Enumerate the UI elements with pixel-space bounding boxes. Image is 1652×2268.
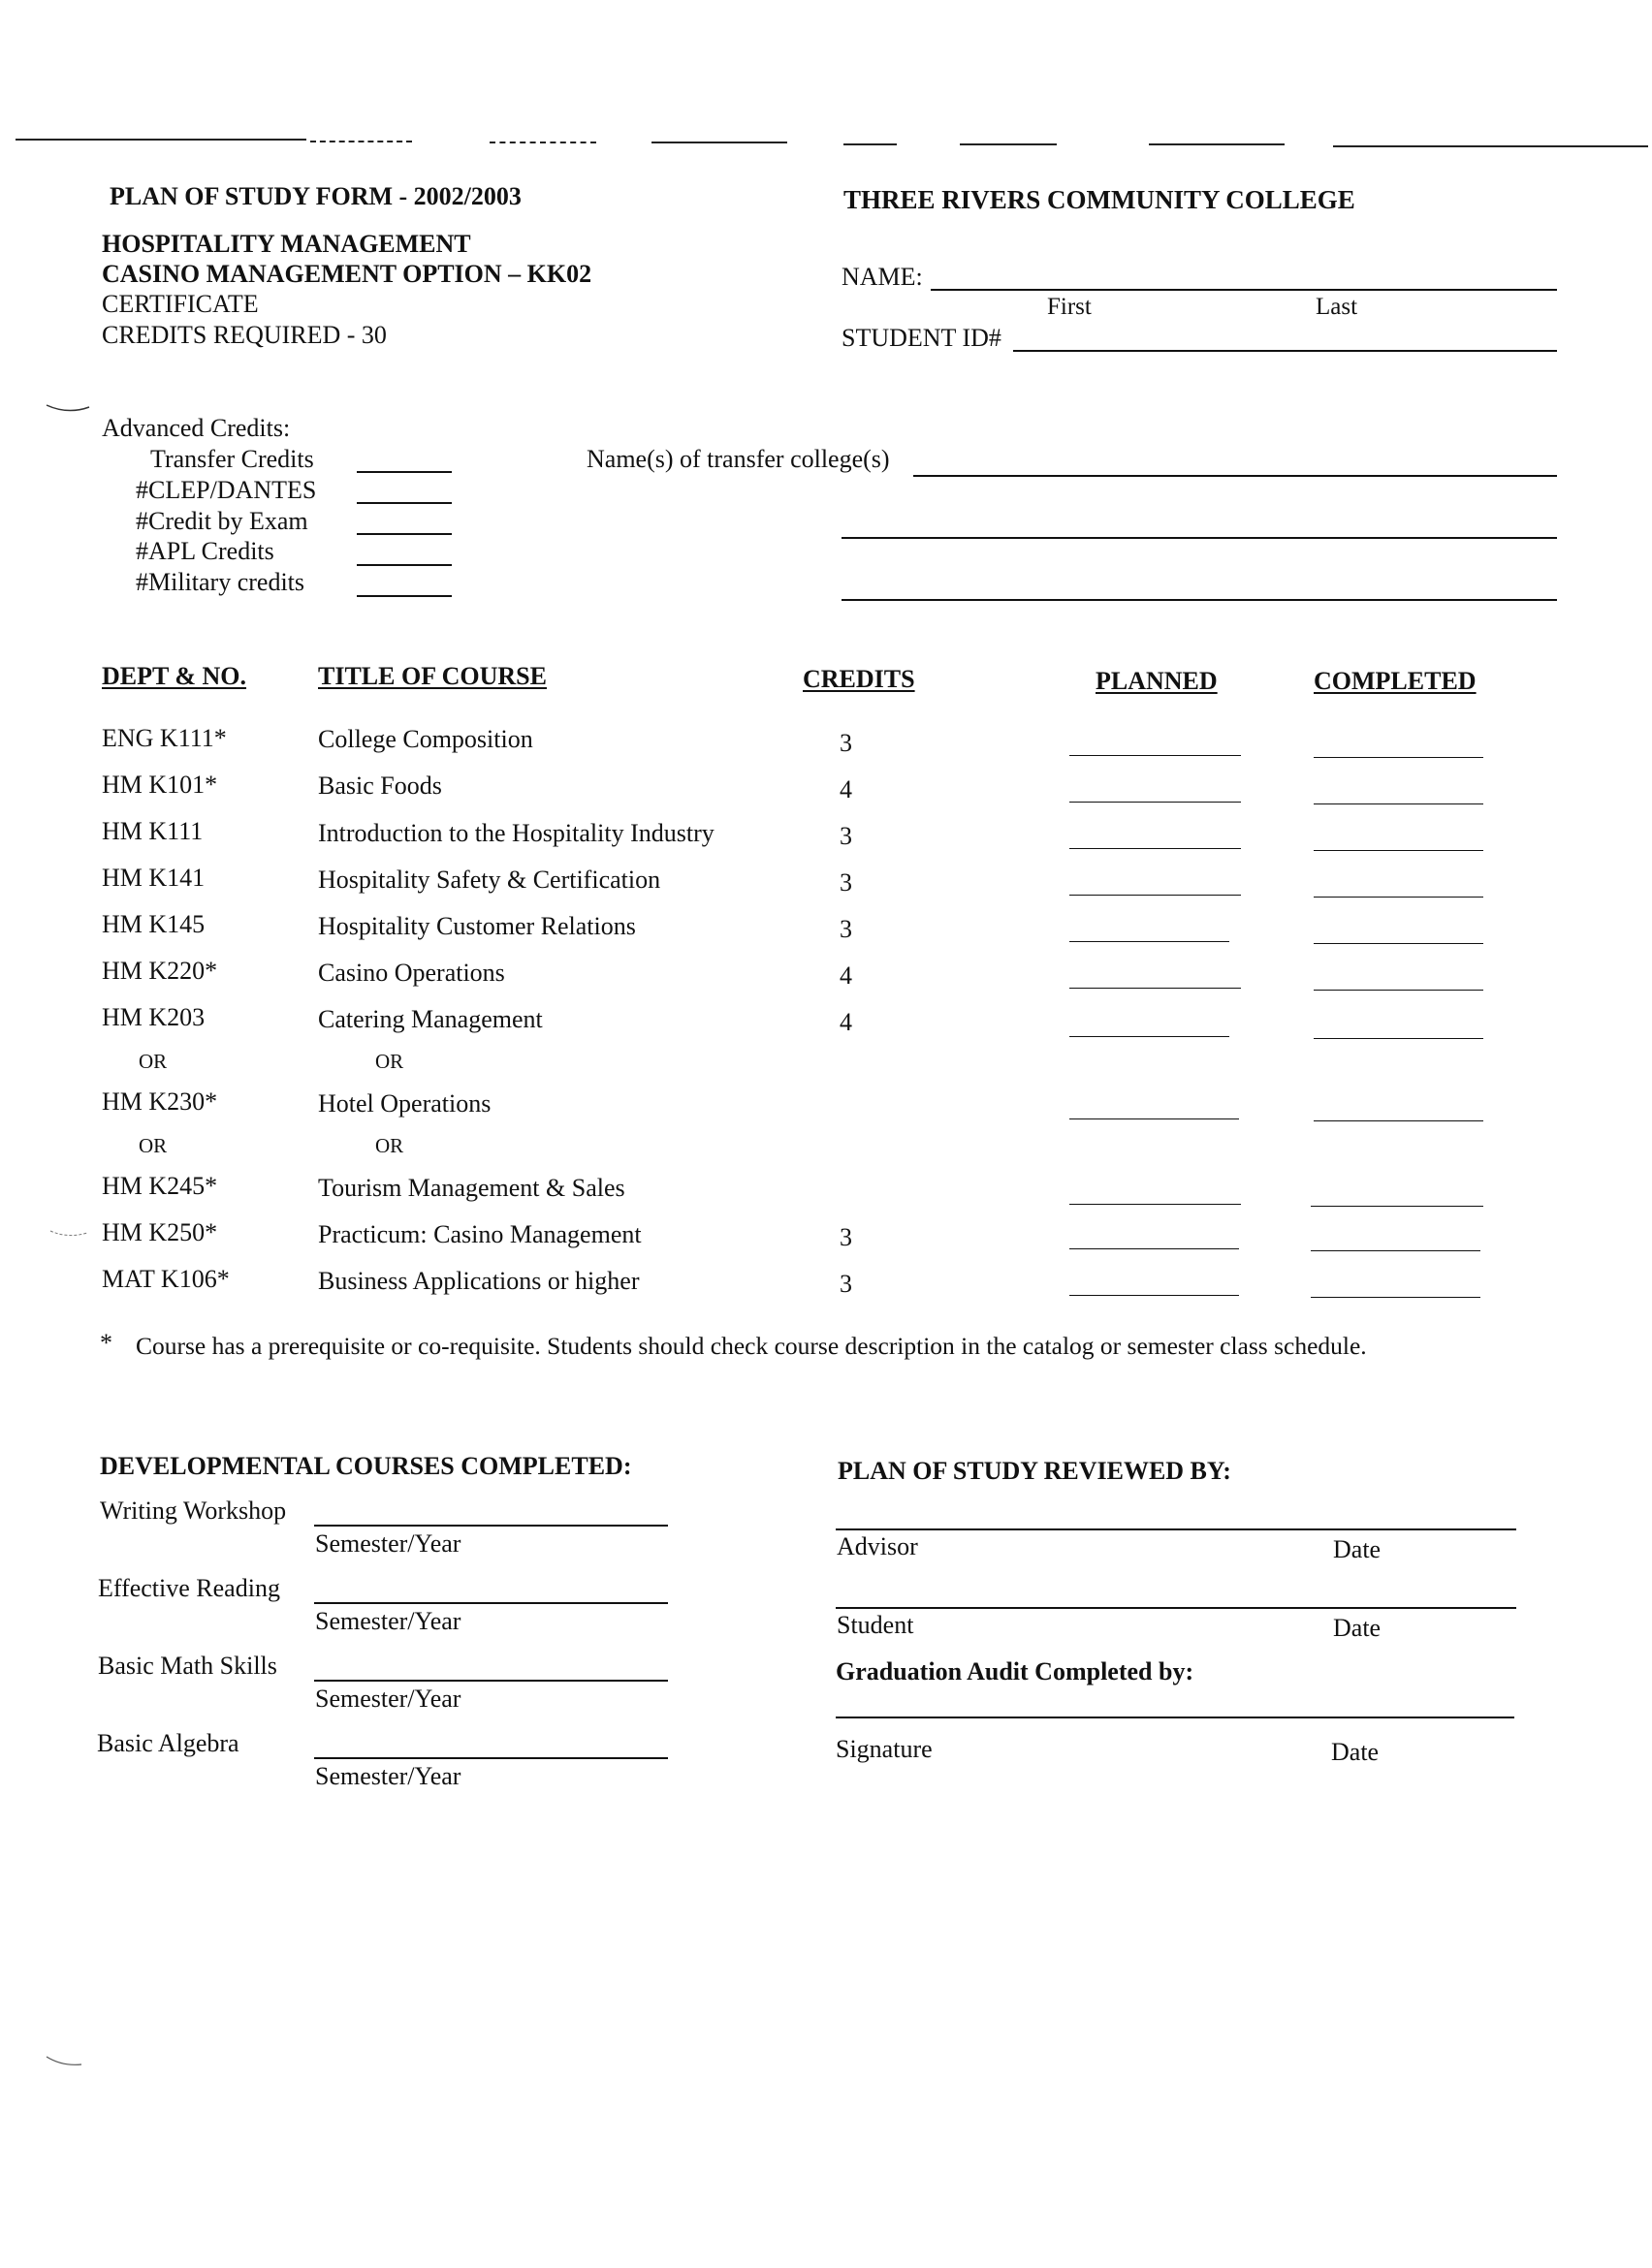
advanced-item-label: Transfer Credits bbox=[150, 445, 314, 473]
course-dept: HM K245* bbox=[102, 1172, 218, 1200]
planned-field[interactable] bbox=[1069, 895, 1241, 896]
planned-field[interactable] bbox=[1069, 941, 1229, 942]
advanced-item-label: #CLEP/DANTES bbox=[136, 476, 317, 504]
dept-header: DEPT & NO. bbox=[102, 662, 247, 690]
student-signature-field[interactable] bbox=[836, 1607, 1516, 1609]
name-field[interactable] bbox=[931, 289, 1557, 291]
completed-field[interactable] bbox=[1314, 943, 1483, 944]
semester-year-caption: Semester/Year bbox=[315, 1607, 461, 1635]
completed-field[interactable] bbox=[1311, 1206, 1483, 1207]
clep-dantes-field[interactable] bbox=[357, 502, 452, 504]
course-title: Introduction to the Hospitality Industry bbox=[318, 819, 715, 847]
course-credits: 3 bbox=[840, 1223, 852, 1251]
apl-credits-field[interactable] bbox=[357, 564, 452, 566]
semester-year-caption: Semester/Year bbox=[315, 1685, 461, 1713]
completed-header: COMPLETED bbox=[1314, 667, 1477, 695]
writing-workshop-field[interactable] bbox=[314, 1525, 668, 1527]
footnote-mark: * bbox=[100, 1329, 112, 1357]
course-credits: 3 bbox=[840, 822, 852, 850]
semester-year-caption: Semester/Year bbox=[315, 1762, 461, 1790]
course-credits: 4 bbox=[840, 961, 852, 990]
advanced-item-label: #Credit by Exam bbox=[136, 507, 308, 535]
course-dept: HM K145 bbox=[102, 910, 206, 938]
course-title: Tourism Management & Sales bbox=[318, 1174, 625, 1202]
course-credits: 4 bbox=[840, 775, 852, 803]
completed-field[interactable] bbox=[1314, 757, 1483, 758]
course-title: Business Applications or higher bbox=[318, 1267, 640, 1295]
footnote-text: Course has a prerequisite or co-requisite. Students should check course description in the catalog or semester class schedule. bbox=[136, 1332, 1367, 1360]
planned-field[interactable] bbox=[1069, 988, 1241, 989]
completed-field[interactable] bbox=[1314, 1038, 1483, 1039]
form-title: PLAN OF STUDY FORM - 2002/2003 bbox=[110, 182, 522, 210]
option-name: CASINO MANAGEMENT OPTION – KK02 bbox=[102, 260, 592, 288]
developmental-course-label: Writing Workshop bbox=[100, 1496, 287, 1525]
name-label: NAME: bbox=[842, 263, 923, 291]
course-dept: HM K101* bbox=[102, 771, 218, 799]
audit-signature-field[interactable] bbox=[836, 1717, 1514, 1718]
course-dept: HM K203 bbox=[102, 1003, 206, 1031]
or-separator: OR bbox=[375, 1134, 404, 1157]
advisor-caption: Advisor bbox=[837, 1532, 918, 1560]
title-header: TITLE OF COURSE bbox=[318, 662, 547, 690]
planned-field[interactable] bbox=[1069, 1118, 1239, 1119]
or-separator: OR bbox=[139, 1134, 168, 1157]
course-dept: HM K250* bbox=[102, 1218, 218, 1246]
planned-field[interactable] bbox=[1069, 802, 1241, 803]
course-title: Hospitality Safety & Certification bbox=[318, 866, 661, 894]
course-dept: HM K230* bbox=[102, 1087, 218, 1116]
course-credits: 3 bbox=[840, 729, 852, 757]
course-credits: 3 bbox=[840, 1270, 852, 1298]
transfer-college-label: Name(s) of transfer college(s) bbox=[587, 445, 890, 473]
last-name-caption: Last bbox=[1316, 294, 1358, 320]
planned-field[interactable] bbox=[1069, 755, 1241, 756]
planned-field[interactable] bbox=[1069, 1248, 1239, 1249]
award-type: CERTIFICATE bbox=[102, 290, 259, 318]
college-name: THREE RIVERS COMMUNITY COLLEGE bbox=[843, 185, 1355, 214]
course-title: Hospitality Customer Relations bbox=[318, 912, 636, 940]
basic-algebra-field[interactable] bbox=[314, 1757, 668, 1759]
developmental-course-label: Basic Math Skills bbox=[98, 1652, 277, 1680]
advanced-item-label: #APL Credits bbox=[136, 537, 274, 565]
course-title: Basic Foods bbox=[318, 772, 442, 800]
course-credits: 3 bbox=[840, 915, 852, 943]
completed-field[interactable] bbox=[1314, 850, 1483, 851]
completed-field[interactable] bbox=[1314, 1120, 1483, 1121]
course-title: Catering Management bbox=[318, 1005, 543, 1033]
student-date-caption: Date bbox=[1333, 1614, 1382, 1642]
student-id-field[interactable] bbox=[1013, 350, 1557, 352]
advanced-item-label: #Military credits bbox=[136, 568, 305, 596]
scan-mark-icon bbox=[43, 397, 101, 417]
completed-field[interactable] bbox=[1314, 803, 1483, 804]
developmental-course-label: Basic Algebra bbox=[97, 1729, 239, 1757]
or-separator: OR bbox=[139, 1050, 168, 1073]
planned-field[interactable] bbox=[1069, 1036, 1229, 1037]
course-dept: HM K111 bbox=[102, 817, 204, 845]
course-dept: HM K220* bbox=[102, 957, 218, 985]
transfer-college-field-1[interactable] bbox=[913, 475, 1557, 477]
course-title: Casino Operations bbox=[318, 959, 505, 987]
course-dept: ENG K111* bbox=[102, 724, 227, 752]
course-dept: HM K141 bbox=[102, 864, 206, 892]
advisor-date-caption: Date bbox=[1333, 1535, 1382, 1563]
course-title: Hotel Operations bbox=[318, 1089, 492, 1118]
advisor-signature-field[interactable] bbox=[836, 1528, 1516, 1530]
advanced-credits-title: Advanced Credits: bbox=[102, 414, 291, 442]
course-credits: 4 bbox=[840, 1008, 852, 1036]
basic-math-skills-field[interactable] bbox=[314, 1680, 668, 1682]
planned-field[interactable] bbox=[1069, 848, 1241, 849]
first-name-caption: First bbox=[1047, 294, 1092, 320]
scan-mark-icon bbox=[48, 1227, 97, 1243]
program-name: HOSPITALITY MANAGEMENT bbox=[102, 230, 471, 258]
developmental-title: DEVELOPMENTAL COURSES COMPLETED: bbox=[100, 1452, 632, 1480]
course-title: College Composition bbox=[318, 725, 533, 753]
completed-field[interactable] bbox=[1311, 1297, 1480, 1298]
course-title: Practicum: Casino Management bbox=[318, 1220, 642, 1248]
planned-field[interactable] bbox=[1069, 1204, 1241, 1205]
course-credits: 3 bbox=[840, 868, 852, 897]
student-id-label: STUDENT ID# bbox=[842, 324, 1001, 352]
scan-mark-icon bbox=[43, 2053, 91, 2070]
review-title: PLAN OF STUDY REVIEWED BY: bbox=[838, 1457, 1231, 1485]
signature-date-caption: Date bbox=[1331, 1738, 1380, 1766]
transfer-college-field-3[interactable] bbox=[842, 599, 1557, 601]
planned-header: PLANNED bbox=[1096, 667, 1218, 695]
or-separator: OR bbox=[375, 1050, 404, 1073]
completed-field[interactable] bbox=[1311, 1250, 1480, 1251]
effective-reading-field[interactable] bbox=[314, 1602, 668, 1604]
course-dept: MAT K106* bbox=[102, 1265, 230, 1293]
military-credits-field[interactable] bbox=[357, 595, 452, 597]
transfer-credits-field[interactable] bbox=[357, 471, 452, 473]
completed-field[interactable] bbox=[1314, 990, 1483, 991]
signature-caption: Signature bbox=[836, 1735, 933, 1763]
transfer-college-field-2[interactable] bbox=[842, 537, 1557, 539]
credits-required: CREDITS REQUIRED - 30 bbox=[102, 321, 387, 349]
semester-year-caption: Semester/Year bbox=[315, 1529, 461, 1558]
planned-field[interactable] bbox=[1069, 1295, 1239, 1296]
developmental-course-label: Effective Reading bbox=[98, 1574, 280, 1602]
completed-field[interactable] bbox=[1314, 897, 1483, 898]
graduation-audit-title: Graduation Audit Completed by: bbox=[836, 1657, 1194, 1685]
credit-by-exam-field[interactable] bbox=[357, 533, 452, 535]
credits-header: CREDITS bbox=[803, 665, 915, 693]
student-caption: Student bbox=[837, 1611, 914, 1639]
